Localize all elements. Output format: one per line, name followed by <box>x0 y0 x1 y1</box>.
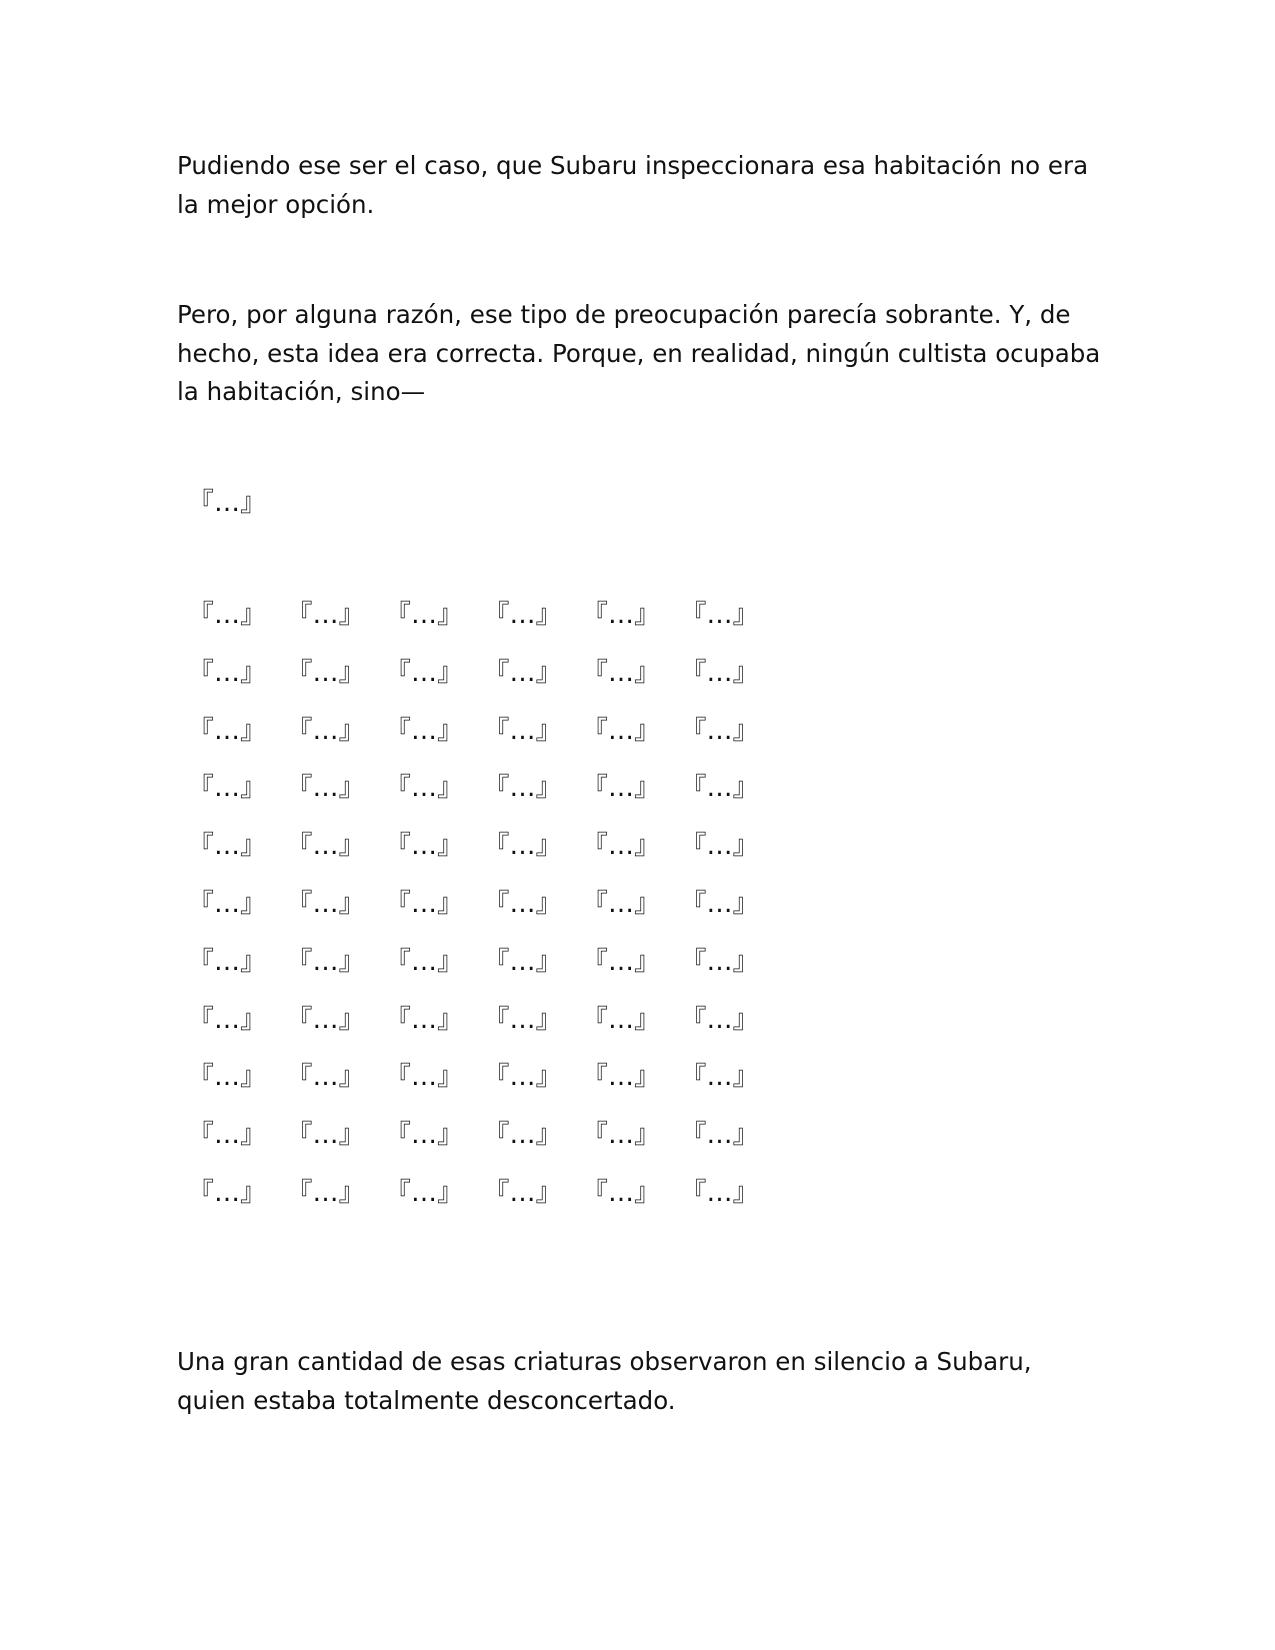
bracket-cell: 『…』 <box>385 600 464 630</box>
paragraph-3: Una gran cantidad de esas criaturas observaron en silencio a Subaru, quien estaba totalmente desconcertado. <box>177 1347 1032 1415</box>
bracket-row <box>188 1178 808 1236</box>
bracket-cell: 『…』 <box>385 888 464 919</box>
bracket-cell: 『…』 <box>680 657 759 688</box>
paragraph-1: Pudiendo ese ser el caso, que Subaru inspeccionara esa habitación no era la mejor opción. <box>177 151 1089 219</box>
bracket-cell: 『…』 <box>483 773 562 804</box>
bracket-row <box>188 947 808 1005</box>
bracket-cell: 『…』 <box>680 888 759 919</box>
bracket-cell: 『…』 <box>483 657 562 688</box>
bracket-cell: 『…』 <box>582 773 661 804</box>
bracket-cell: 『…』 <box>680 946 759 977</box>
bracket-cell: 『…』 <box>385 657 464 688</box>
bracket-cell: 『…』 <box>483 600 562 630</box>
bracket-cell: 『…』 <box>483 888 562 919</box>
bracket-cell: 『…』 <box>286 1004 365 1035</box>
bracket-cell: 『…』 <box>286 831 365 862</box>
bracket-cell: 『…』 <box>582 600 661 630</box>
bracket-cell: 『…』 <box>286 888 365 919</box>
bracket-cell: 『…』 <box>680 715 759 746</box>
bracket-row <box>188 600 808 658</box>
bracket-cell: 『…』 <box>483 715 562 746</box>
bracket-cell: 『…』 <box>385 1177 464 1208</box>
bracket-cell: 『…』 <box>286 600 365 630</box>
bracket-cell: 『…』 <box>385 715 464 746</box>
bracket-row <box>188 831 808 889</box>
bracket-cell: 『…』 <box>582 1177 661 1208</box>
bracket-cell: 『…』 <box>582 1004 661 1035</box>
bracket-row <box>188 1120 808 1178</box>
bracket-cell: 『…』 <box>483 1004 562 1035</box>
bracket-cell: 『…』 <box>188 946 267 977</box>
bracket-cell: 『…』 <box>286 1177 365 1208</box>
bracket-cell: 『…』 <box>582 1062 661 1093</box>
bracket-cell: 『…』 <box>483 1120 562 1151</box>
bracket-cell: 『…』 <box>385 1004 464 1035</box>
bracket-cell: 『…』 <box>286 715 365 746</box>
bracket-cell: 『…』 <box>680 1062 759 1093</box>
bracket-cell: 『…』 <box>680 773 759 804</box>
bracket-cell: 『…』 <box>680 1004 759 1035</box>
bracket-cell: 『…』 <box>385 773 464 804</box>
bracket-cell: 『…』 <box>286 773 365 804</box>
bracket-cell: 『…』 <box>582 946 661 977</box>
bracket-cell: 『…』 <box>483 1177 562 1208</box>
bracket-cell: 『…』 <box>188 1062 267 1093</box>
bracket-cell: 『…』 <box>385 831 464 862</box>
bracket-cell: 『…』 <box>286 1062 365 1093</box>
bracket-cell: 『…』 <box>385 946 464 977</box>
bracket-cell: 『…』 <box>188 600 267 630</box>
bracket-cell: 『…』 <box>582 1120 661 1151</box>
bracket-cell: 『…』 <box>188 715 267 746</box>
bracket-cell: 『…』 <box>582 888 661 919</box>
bracket-row <box>188 716 808 774</box>
bracket-cell: 『…』 <box>483 946 562 977</box>
bracket-cell: 『…』 <box>385 1120 464 1151</box>
bracket-cell: 『…』 <box>582 715 661 746</box>
bracket-row <box>188 889 808 947</box>
bracket-cell: 『…』 <box>188 1177 267 1208</box>
bracket-cell: 『…』 <box>188 1120 267 1151</box>
bracket-cell: 『…』 <box>483 831 562 862</box>
bracket-row <box>188 1062 808 1120</box>
bracket-cell: 『…』 <box>188 831 267 862</box>
bracket-cell: 『…』 <box>483 1062 562 1093</box>
bracket-cell: 『…』 <box>188 657 267 688</box>
bracket-cell: 『…』 <box>680 1120 759 1151</box>
bracket-row <box>188 658 808 716</box>
bracket-cell: 『…』 <box>680 831 759 862</box>
single-bracket-line: 『…』 <box>188 488 267 518</box>
bracket-cell: 『…』 <box>582 657 661 688</box>
bracket-row <box>188 773 808 831</box>
bracket-cell: 『…』 <box>582 831 661 862</box>
bracket-cell: 『…』 <box>286 657 365 688</box>
bracket-cell: 『…』 <box>188 773 267 804</box>
bracket-cell: 『…』 <box>286 1120 365 1151</box>
bracket-grid <box>188 600 808 1236</box>
bracket-cell: 『…』 <box>680 600 759 630</box>
bracket-cell: 『…』 <box>188 888 267 919</box>
bracket-cell: 『…』 <box>286 946 365 977</box>
bracket-cell: 『…』 <box>385 1062 464 1093</box>
paragraph-2: Pero, por alguna razón, ese tipo de preocupación parecía sobrante. Y, de hecho, esta idea era correcta. Porque, en realidad, ningún cultista ocupaba la habitación, sino— <box>177 300 1101 406</box>
bracket-cell: 『…』 <box>680 1177 759 1208</box>
bracket-cell: 『…』 <box>188 1004 267 1035</box>
bracket-row <box>188 1005 808 1063</box>
